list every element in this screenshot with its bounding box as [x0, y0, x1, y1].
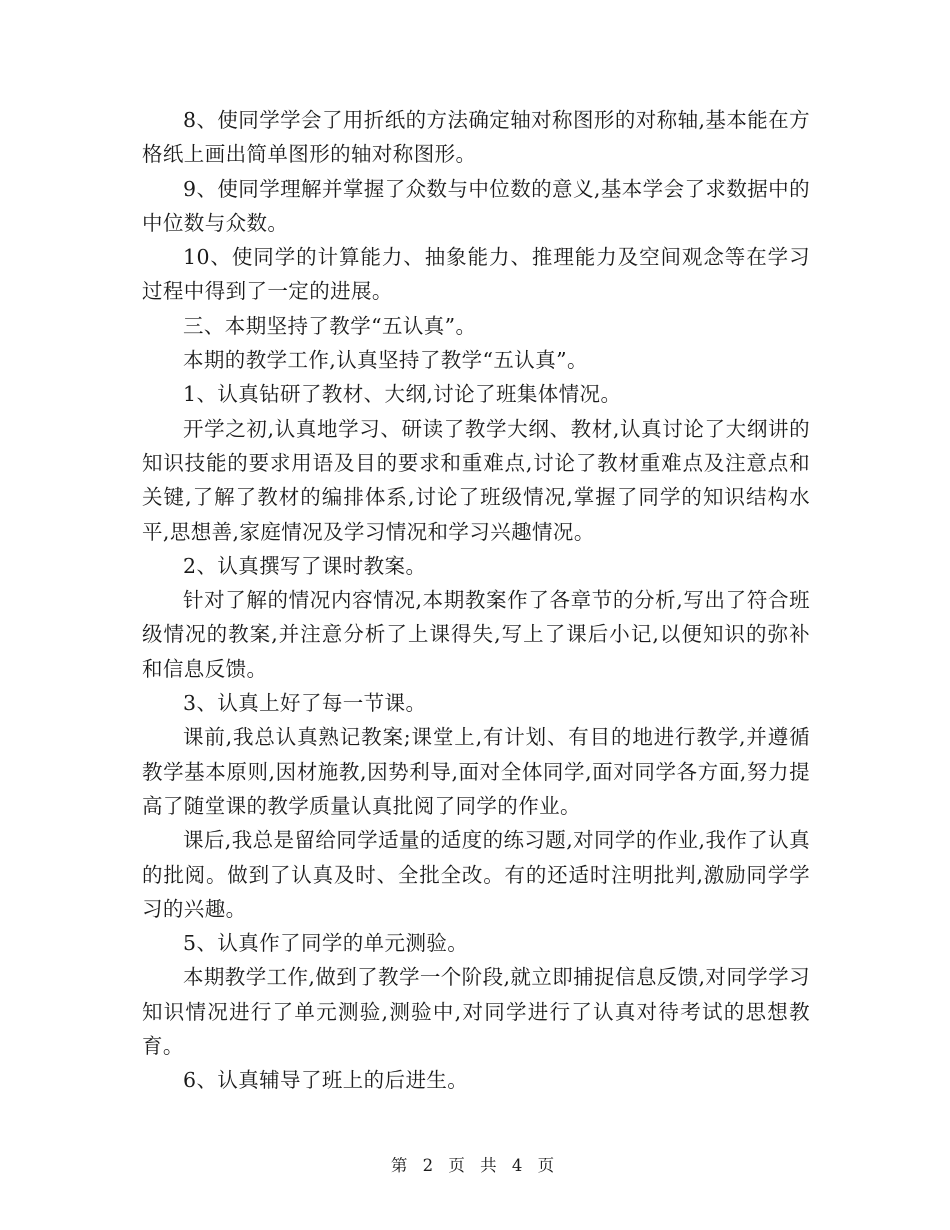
- document-body: [142, 103, 810, 1098]
- paragraph: 开学之初,认真地学习、研读了教学大纲、教材,认真讨论了大纲讲的知识技能的要求用语及目的要求和重难点,讨论了教材重难点及注意点和关键,了解了教材的编排体系,讨论了班级情况,掌握了同学的知识结构水平,思想善,家庭情况及学习情况和学习兴趣情况。: [142, 416, 810, 544]
- paragraph: 课后,我总是留给同学适量的适度的练习题,对同学的作业,我作了认真的批阅。做到了认真及时、全批全改。有的还适时注明批判,激励同学学习的兴趣。: [142, 828, 810, 921]
- paragraph: 8、使同学学会了用折纸的方法确定轴对称图形的对称轴,基本能在方格纸上画出简单图形的轴对称图形。: [142, 108, 810, 167]
- paragraph: 1、认真钻研了教材、大纲,讨论了班集体情况。: [183, 382, 622, 407]
- section-heading: 三、本期坚持了教学“五认真”。: [183, 313, 477, 338]
- paragraph: 课前,我总认真熟记教案;课堂上,有计划、有目的地进行教学,并遵循教学基本原则,因材施教,因势利导,面对全体同学,面对同学各方面,努力提高了随堂课的教学质量认真批阅了同学的作业。: [142, 725, 810, 818]
- paragraph: 9、使同学理解并掌握了众数与中位数的意义,基本学会了求数据中的中位数与众数。: [142, 176, 810, 235]
- paragraph: 6、认真辅导了班上的后进生。: [183, 1068, 469, 1093]
- paragraph: 本期教学工作,做到了教学一个阶段,就立即捕捉信息反馈,对同学学习知识情况进行了单元测验,测验中,对同学进行了认真对待考试的思想教育。: [142, 965, 810, 1059]
- paragraph: 3、认真上好了每一节课。: [183, 691, 427, 716]
- page-number-footer: 第 2 页 共 4 页: [390, 1156, 560, 1175]
- paragraph: 10、使同学的计算能力、抽象能力、推理能力及空间观念等在学习过程中得到了一定的进展。: [142, 245, 810, 304]
- paragraph: 5、认真作了同学的单元测验。: [183, 931, 469, 956]
- paragraph: 2、认真撰写了课时教案。: [183, 553, 427, 578]
- paragraph: 本期的教学工作,认真坚持了教学“五认真”。: [183, 348, 588, 373]
- paragraph: 针对了解的情况内容情况,本期教案作了各章节的分析,写出了符合班级情况的教案,并注意分析了上课得失,写上了课后小记,以便知识的弥补和信息反馈。: [142, 588, 810, 681]
